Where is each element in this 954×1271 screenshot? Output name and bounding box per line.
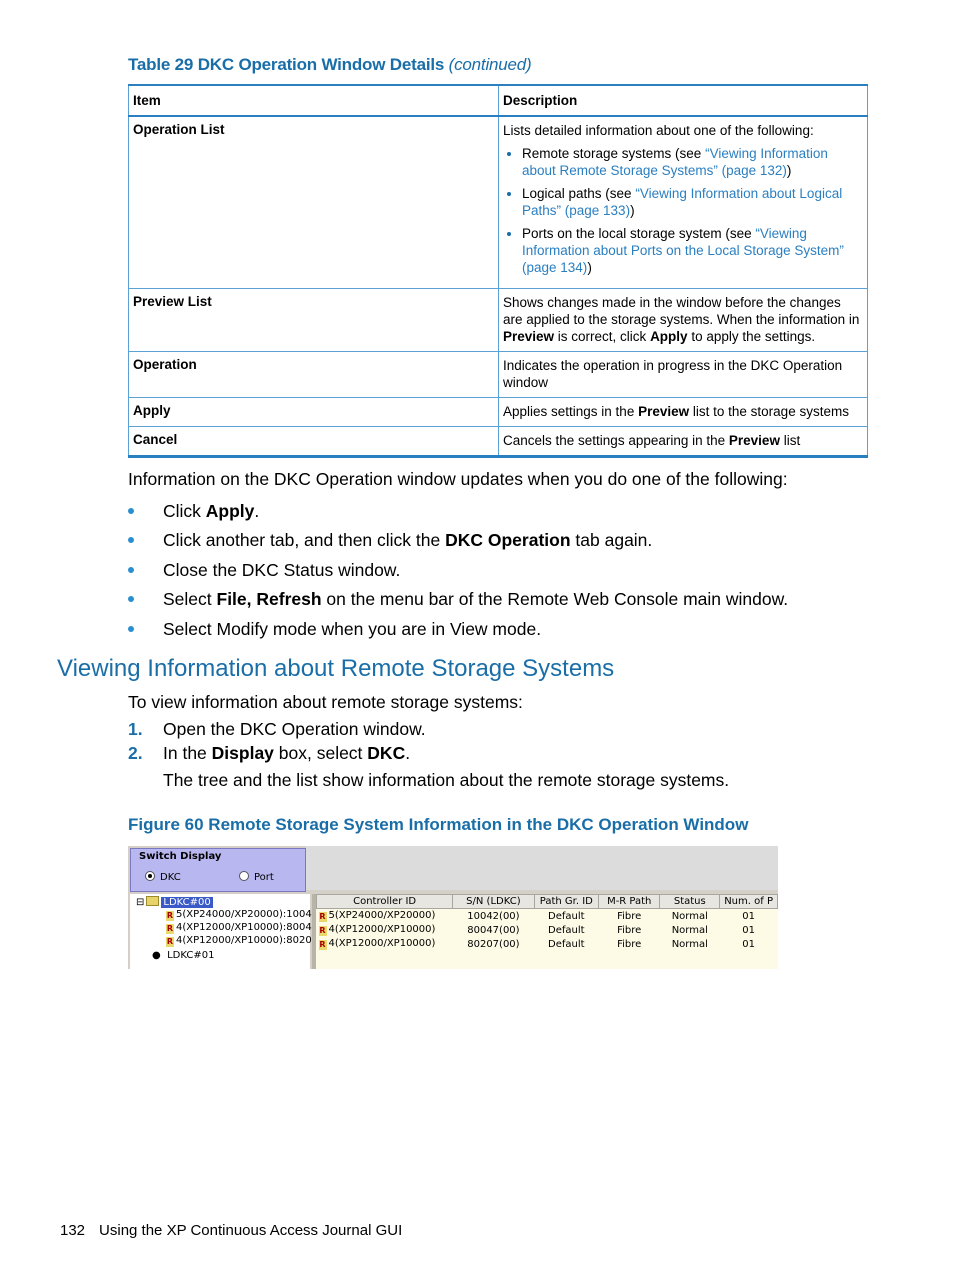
section-heading: Viewing Information about Remote Storage Systems — [57, 655, 615, 682]
tree-node-label: LDKC#00 — [163, 897, 211, 908]
column-mr-path[interactable]: M-R Path — [599, 895, 660, 909]
xref-link[interactable]: “Viewing Information about Logical Paths” (page 133) — [522, 186, 843, 218]
cell-mr-path: Fibre — [617, 938, 642, 950]
step-number: 1. — [128, 719, 143, 739]
cell-text: 4(XP12000/XP10000) — [328, 938, 436, 949]
remote-storage-icon: R — [319, 926, 326, 935]
bullet-text: Click — [163, 501, 206, 521]
table-row — [129, 427, 868, 457]
bullet-text: Remote storage systems (see — [522, 146, 706, 161]
desc-bold: Apply — [650, 329, 688, 344]
bullet-text: tab again. — [570, 530, 653, 550]
desc-text: is correct, click — [554, 329, 651, 344]
radio-dkc-label: DKC — [160, 872, 181, 883]
desc-text: list — [779, 433, 801, 448]
desc-text: Applies settings in the — [503, 404, 639, 419]
cell-controller-id — [317, 923, 453, 937]
tree-node[interactable] — [166, 922, 312, 934]
desc-bold: Preview — [503, 329, 555, 344]
figure-caption: Figure 60 Remote Storage System Information in the DKC Operation Window — [128, 815, 749, 834]
page-footer — [60, 1222, 402, 1239]
bullet-icon — [128, 537, 134, 543]
table-caption — [128, 55, 532, 75]
bullet-text: on the menu bar of the Remote Web Console main window. — [321, 589, 789, 609]
row-item: Operation — [129, 352, 499, 398]
row-item: Preview List — [129, 289, 499, 352]
list-item — [522, 185, 863, 219]
column-path-gr-id[interactable]: Path Gr. ID — [534, 895, 599, 909]
list-header-row — [317, 895, 778, 909]
table-header-row — [129, 85, 868, 116]
bullet-text: ) — [630, 203, 635, 218]
bullet-icon — [128, 508, 134, 514]
cell-text: 5(XP24000/XP20000) — [328, 910, 436, 921]
bullet-text: Select — [163, 589, 217, 609]
step-text: . — [405, 743, 411, 763]
bullet-text: Ports on the local storage system (see — [522, 226, 756, 241]
step-note-text: The tree and the list show information about the remote storage systems. — [163, 770, 730, 790]
desc-text: Cancels the settings appearing in the — [503, 433, 729, 448]
step-text: In the — [163, 743, 212, 763]
tree-node[interactable] — [166, 909, 312, 921]
remote-storage-icon: R — [166, 911, 174, 920]
radio-port[interactable] — [239, 871, 274, 883]
desc-text: Shows changes made in the window before the changes are applied to the storage systems. When the information in — [503, 295, 860, 327]
remote-storage-list — [316, 894, 778, 969]
step-text: Open the DKC Operation window. — [163, 719, 426, 739]
radio-unselected-icon — [239, 871, 249, 881]
bullet-text: . — [254, 501, 260, 521]
radio-dkc[interactable] — [145, 871, 181, 883]
cell-controller-id — [317, 937, 453, 951]
table-row — [129, 352, 868, 398]
top-strip — [306, 846, 778, 890]
bullet-bold: Apply — [205, 501, 255, 521]
row-item: Cancel — [129, 427, 499, 457]
bullet-text: Click another tab, and then click the — [163, 530, 446, 550]
cell-sn: 80047(00) — [467, 924, 520, 936]
desc-text: list to the storage systems — [689, 404, 849, 419]
remote-storage-icon: R — [319, 912, 326, 921]
desc-bold: Preview — [728, 433, 780, 448]
bullet-icon — [128, 596, 134, 602]
row-item: Apply — [129, 398, 499, 427]
table-row[interactable] — [317, 937, 778, 951]
remote-storage-icon: R — [166, 937, 174, 946]
cell-status: Normal — [671, 938, 708, 950]
tree-node-root[interactable]: ⊟ LDKC#00 — [136, 897, 211, 908]
step-bold: Display — [211, 743, 274, 763]
switch-display-title: Switch Display — [139, 851, 222, 862]
desc-bold: Preview — [638, 404, 690, 419]
row-intro: Lists detailed information about one of the following: — [503, 123, 814, 138]
footer-text: Using the XP Continuous Access Journal GUI — [99, 1222, 403, 1239]
folder-icon — [146, 896, 159, 906]
desc-text: to apply the settings. — [687, 329, 816, 344]
row-item: Operation List — [129, 116, 499, 289]
cell-num: 01 — [742, 924, 755, 936]
header-item: Item — [129, 85, 499, 116]
switch-display-panel — [130, 848, 306, 892]
table-caption-continued: (continued) — [448, 55, 532, 74]
bullet-text: Logical paths (see — [522, 186, 636, 201]
tree-node-label: 4(XP12000/XP10000):8020 — [176, 935, 312, 946]
step-text: box, select — [273, 743, 368, 763]
table-row — [129, 398, 868, 427]
tree-node-label: LDKC#01 — [167, 950, 215, 961]
tree-panel — [130, 894, 310, 969]
step-bold: DKC — [367, 743, 406, 763]
tree-node[interactable] — [166, 935, 312, 947]
bullet-text: Select Modify mode when you are in View mode. — [163, 619, 542, 639]
xref-link[interactable]: “Viewing Information about Ports on the Local Storage System” (page 134) — [522, 226, 844, 275]
radio-selected-icon — [145, 871, 155, 881]
bullet-icon — [128, 626, 134, 632]
list-table — [316, 894, 778, 951]
table-row — [129, 116, 868, 289]
cell-mr-path: Fibre — [617, 924, 642, 936]
row-description: Indicates the operation in progress in the DKC Operation window — [499, 352, 868, 398]
xref-link[interactable]: “Viewing Information about Remote Storage Systems” (page 132) — [522, 146, 828, 178]
cell-num: 01 — [742, 910, 755, 922]
dkc-operation-screenshot — [128, 846, 778, 969]
operation-list-bullets — [503, 145, 863, 276]
cell-mr-path: Fibre — [617, 910, 642, 922]
column-sn-ldkc[interactable]: S/N (LDKC) — [453, 895, 534, 909]
table-row — [129, 289, 868, 352]
bullet-text: ) — [786, 163, 792, 178]
bullet-bold: DKC Operation — [445, 530, 571, 550]
cell-path-gr: Default — [548, 938, 585, 950]
remote-storage-icon: R — [319, 940, 326, 949]
cell-text: 4(XP12000/XP10000) — [328, 924, 436, 935]
table-caption-title: Table 29 DKC Operation Window Details — [128, 55, 445, 74]
bullet-text: Close the DKC Status window. — [163, 560, 401, 580]
tree-node-second[interactable]: ● LDKC#01 — [152, 950, 215, 961]
column-controller-id[interactable]: Controller ID — [317, 895, 453, 909]
table-row[interactable] — [317, 909, 778, 924]
cell-sn: 10042(00) — [467, 910, 520, 922]
cell-num: 01 — [742, 938, 755, 950]
cell-controller-id — [317, 909, 453, 924]
list-item — [522, 225, 863, 276]
column-num-paths[interactable]: Num. of P — [720, 895, 778, 909]
row-description — [499, 427, 868, 457]
remote-storage-icon: R — [166, 924, 174, 933]
cell-sn: 80207(00) — [467, 938, 520, 950]
cell-status: Normal — [671, 910, 708, 922]
cell-path-gr: Default — [548, 910, 585, 922]
radio-port-label: Port — [254, 872, 274, 883]
tree-node-label: 5(XP24000/XP20000):1004 — [176, 909, 312, 920]
step-number: 2. — [128, 743, 143, 763]
bullet-text: ) — [587, 260, 592, 275]
list-item — [522, 145, 863, 179]
details-table — [128, 84, 868, 458]
page-number: 132 — [60, 1222, 86, 1239]
table-row[interactable] — [317, 923, 778, 937]
header-description: Description — [499, 85, 868, 116]
row-description — [499, 398, 868, 427]
section-intro: To view information about remote storage systems: — [128, 692, 523, 712]
cell-status: Normal — [671, 924, 708, 936]
row-description — [499, 289, 868, 352]
tree-node-label: 4(XP12000/XP10000):8004 — [176, 922, 312, 933]
intro-paragraph: Information on the DKC Operation window updates when you do one of the following: — [128, 469, 788, 489]
cell-path-gr: Default — [548, 924, 585, 936]
bullet-bold: File, Refresh — [216, 589, 322, 609]
column-status[interactable]: Status — [660, 895, 720, 909]
row-description — [499, 116, 868, 289]
bullet-icon — [128, 567, 134, 573]
